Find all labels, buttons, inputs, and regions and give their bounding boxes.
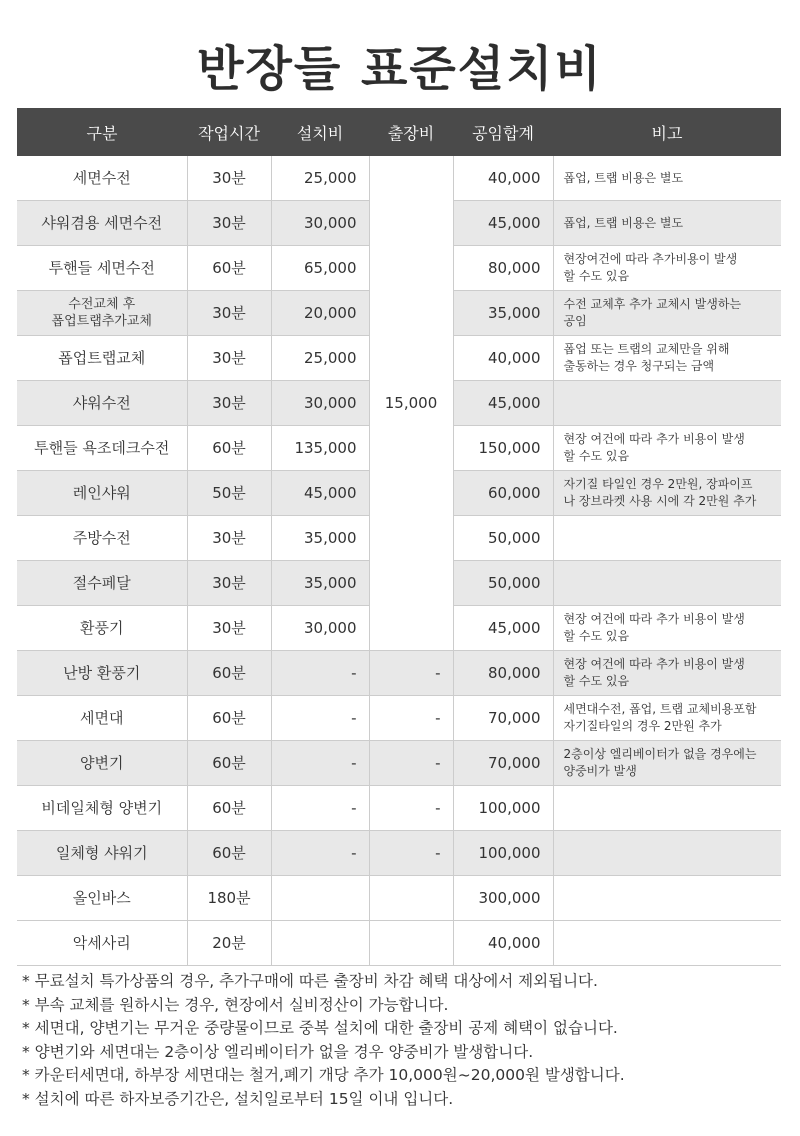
row-note	[553, 291, 781, 336]
row-name: 비데일체형 양변기	[17, 786, 187, 831]
row-trip: -	[369, 651, 453, 696]
note-line: 출동하는 경우 청구되는 금액	[563, 359, 715, 373]
row-trip: -	[369, 741, 453, 786]
row-install: 25,000	[271, 336, 369, 381]
footnotes	[22, 970, 782, 1111]
row-trip: -	[369, 696, 453, 741]
row-total: 60,000	[453, 471, 553, 516]
row-note	[553, 651, 781, 696]
row-install: 135,000	[271, 426, 369, 471]
row-time: 60분	[187, 831, 271, 876]
row-install: -	[271, 651, 369, 696]
row-name: 세면수전	[17, 156, 187, 201]
row-total: 50,000	[453, 561, 553, 606]
row-time: 50분	[187, 471, 271, 516]
footnote: * 양변기와 세면대는 2층이상 엘리베이터가 없을 경우 양중비가 발생합니다.	[22, 1042, 534, 1061]
row-trip: -	[369, 831, 453, 876]
row-time: 30분	[187, 381, 271, 426]
table-row	[17, 876, 781, 921]
row-install: 30,000	[271, 606, 369, 651]
row-name: 올인바스	[17, 876, 187, 921]
footnote: * 설치에 따른 하자보증기간은, 설치일로부터 15일 이내 입니다.	[22, 1089, 454, 1108]
row-time: 60분	[187, 741, 271, 786]
row-name: 일체형 샤워기	[17, 831, 187, 876]
note-line: 폽업, 트랩 비용은 별도	[563, 170, 684, 185]
row-total: 45,000	[453, 606, 553, 651]
row-total: 40,000	[453, 921, 553, 966]
note-line: 현장 여건에 따라 추가 비용이 발생	[563, 612, 745, 626]
row-note	[553, 831, 781, 876]
header-remarks: 비고	[553, 108, 781, 156]
row-install: -	[271, 786, 369, 831]
note-line: 현장여건에 따라 추가비용이 발생	[563, 252, 738, 266]
row-note	[553, 246, 781, 291]
row-total: 45,000	[453, 381, 553, 426]
note-line: 자기질타일의 경우 2만원 추가	[563, 719, 722, 733]
row-note	[553, 921, 781, 966]
row-install: -	[271, 696, 369, 741]
row-note	[553, 516, 781, 561]
table-row	[17, 786, 781, 831]
row-name: 세면대	[17, 696, 187, 741]
row-note	[553, 606, 781, 651]
row-install: 45,000	[271, 471, 369, 516]
note-line: 양중비가 발생	[563, 764, 637, 778]
row-time: 180분	[187, 876, 271, 921]
row-install: 30,000	[271, 381, 369, 426]
row-total: 35,000	[453, 291, 553, 336]
row-install: 30,000	[271, 201, 369, 246]
note-line: 폽업, 트랩 비용은 별도	[563, 215, 684, 230]
row-name: 레인샤워	[17, 471, 187, 516]
row-note	[553, 696, 781, 741]
row-time: 30분	[187, 336, 271, 381]
row-install: 65,000	[271, 246, 369, 291]
row-name: 양변기	[17, 741, 187, 786]
row-total: 70,000	[453, 696, 553, 741]
footnote: * 무료설치 특가상품의 경우, 추가구매에 따른 출장비 차감 혜택 대상에서 제외됩니다.	[22, 972, 598, 990]
footnote: * 부속 교체를 원하시는 경우, 현장에서 실비정산이 가능합니다.	[22, 995, 449, 1014]
row-total: 50,000	[453, 516, 553, 561]
row-install: 35,000	[271, 516, 369, 561]
row-name: 투핸들 욕조데크수전	[17, 426, 187, 471]
row-trip	[369, 921, 453, 966]
row-time: 30분	[187, 201, 271, 246]
row-total: 100,000	[453, 831, 553, 876]
row-name-line: 폽업트랩추가교체	[51, 314, 152, 329]
table-row	[17, 741, 781, 786]
row-note	[553, 156, 781, 201]
row-name: 절수페달	[17, 561, 187, 606]
row-total: 40,000	[453, 156, 553, 201]
row-total: 70,000	[453, 741, 553, 786]
row-total: 40,000	[453, 336, 553, 381]
row-install: 35,000	[271, 561, 369, 606]
note-line: 수전 교체후 추가 교체시 발생하는	[563, 297, 742, 311]
footnote: * 카운터세면대, 하부장 세면대는 철거,폐기 개당 추가 10,000원~20,000원 발생합니다.	[22, 1066, 625, 1084]
row-name: 샤워수전	[17, 381, 187, 426]
note-line: 공임	[563, 314, 587, 328]
row-name: 환풍기	[17, 606, 187, 651]
note-line: 2층이상 엘리베이터가 없을 경우에는	[563, 747, 757, 761]
footnote: * 세면대, 양변기는 무거운 중량물이므로 중복 설치에 대한 출장비 공제 혜택이 없습니다.	[22, 1019, 618, 1037]
row-name: 폽업트랩교체	[17, 336, 187, 381]
row-total: 100,000	[453, 786, 553, 831]
note-line: 할 수도 있음	[563, 629, 630, 643]
page-title: 반장들 표준설치비	[197, 41, 603, 97]
table-row	[17, 696, 781, 741]
table-row	[17, 831, 781, 876]
note-line: 자기질 타일인 경우 2만원, 장파이프	[563, 477, 753, 491]
row-note	[553, 786, 781, 831]
row-time: 30분	[187, 606, 271, 651]
row-note	[553, 741, 781, 786]
trip-fee-merged: 15,000	[369, 156, 453, 651]
row-total: 80,000	[453, 246, 553, 291]
header-trip-fee: 출장비	[369, 108, 453, 156]
header-total: 공임합계	[453, 108, 553, 156]
row-note	[553, 471, 781, 516]
row-total: 45,000	[453, 201, 553, 246]
row-total: 80,000	[453, 651, 553, 696]
row-name: 주방수전	[17, 516, 187, 561]
row-trip: -	[369, 786, 453, 831]
row-install: -	[271, 741, 369, 786]
row-note	[553, 426, 781, 471]
header-install-fee: 설치비	[271, 108, 369, 156]
note-line: 현장 여건에 따라 추가 비용이 발생	[563, 432, 745, 446]
row-name: 난방 환풍기	[17, 651, 187, 696]
row-time: 60분	[187, 426, 271, 471]
row-time: 30분	[187, 291, 271, 336]
row-time: 20분	[187, 921, 271, 966]
table-row	[17, 651, 781, 696]
row-time: 60분	[187, 246, 271, 291]
row-name	[17, 291, 187, 336]
row-time: 60분	[187, 786, 271, 831]
row-install: 20,000	[271, 291, 369, 336]
row-total: 300,000	[453, 876, 553, 921]
note-line: 나 장브라켓 사용 시에 각 2만원 추가	[563, 494, 757, 508]
row-install: 25,000	[271, 156, 369, 201]
table-header-row	[17, 108, 781, 156]
row-name: 투핸들 세면수전	[17, 246, 187, 291]
row-name: 샤워겸용 세면수전	[17, 201, 187, 246]
note-line: 폽업 또는 트랩의 교체만을 위해	[563, 342, 730, 356]
row-install	[271, 876, 369, 921]
note-line: 할 수도 있음	[563, 674, 630, 688]
table-row	[17, 156, 781, 201]
note-line: 할 수도 있음	[563, 449, 630, 463]
row-install: -	[271, 831, 369, 876]
row-name-line: 수전교체 후	[68, 297, 136, 312]
row-note	[553, 336, 781, 381]
header-time: 작업시간	[187, 108, 271, 156]
note-line: 할 수도 있음	[563, 269, 630, 283]
row-time: 30분	[187, 516, 271, 561]
row-time: 60분	[187, 651, 271, 696]
row-trip	[369, 876, 453, 921]
row-time: 30분	[187, 156, 271, 201]
row-note	[553, 201, 781, 246]
header-category: 구분	[17, 108, 187, 156]
note-line: 세면대수전, 폽업, 트랩 교체비용포함	[563, 702, 757, 716]
row-total: 150,000	[453, 426, 553, 471]
price-table	[17, 108, 781, 966]
row-time: 30분	[187, 561, 271, 606]
note-line: 현장 여건에 따라 추가 비용이 발생	[563, 657, 745, 671]
row-install	[271, 921, 369, 966]
row-name: 악세사리	[17, 921, 187, 966]
row-note	[553, 561, 781, 606]
row-note	[553, 876, 781, 921]
row-time: 60분	[187, 696, 271, 741]
table-row	[17, 921, 781, 966]
row-note	[553, 381, 781, 426]
